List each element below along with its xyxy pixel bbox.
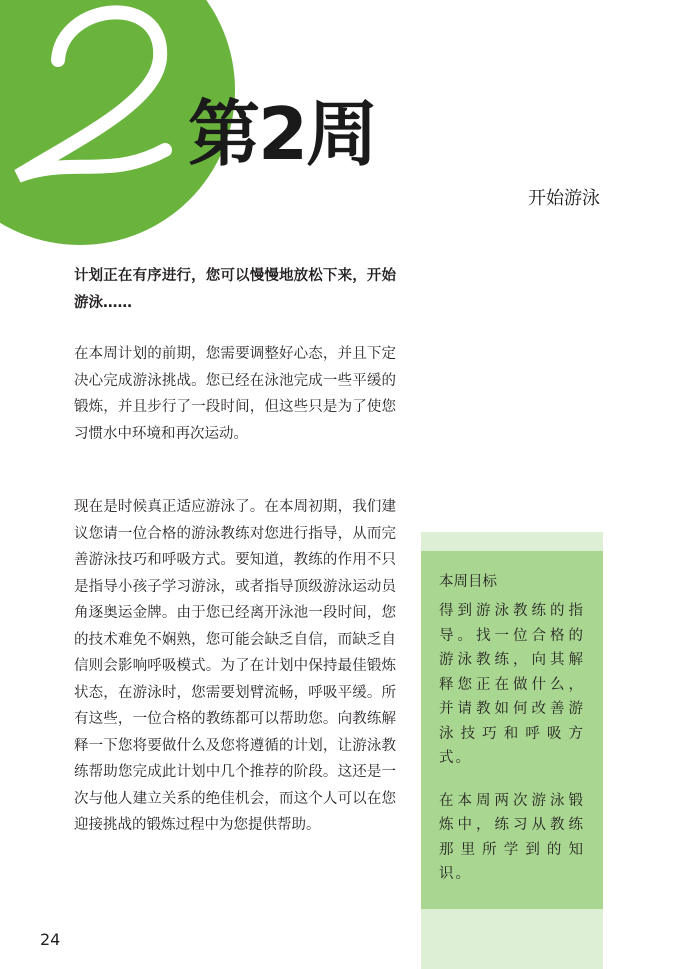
intro-text: 计划正在有序进行，您可以慢慢地放松下来，开始游泳……	[74, 268, 396, 311]
chapter-subtitle: 开始游泳	[528, 188, 600, 209]
sidebar-top-band	[421, 532, 603, 551]
page-number: 24	[40, 930, 61, 949]
sidebar-bottom-band	[421, 909, 603, 969]
chapter-title: 第2周	[188, 92, 377, 176]
body-paragraph: 现在是时候真正适应游泳了。在本周初期，我们建议您请一位合格的游泳教练对您进行指导，从而完善游泳技巧和呼吸方式。要知道，教练的作用不只是指导小孩子学习游泳，或者指导顶级游泳运动员角逐奥运金牌。由于您已经离开泳池一段时间，您的技术难免不娴熟，您可能会缺乏自信，而缺乏自信则会影响呼吸模式。为了在计划中保持最佳锻炼状态，在游泳时，您需要划臂流畅，呼吸平缓。所有这些，一位合格的教练都可以帮助您。向教练解释一下您将要做什么及您将遵循的计划，让游泳教练帮助您完成此计划中几个推荐的阶段。这还是一次与他人建立关系的绝佳机会，而这个人可以在您迎接挑战的锻炼过程中为您提供帮助。	[74, 499, 396, 833]
body-paragraph-1-block	[74, 341, 396, 447]
weekly-goals-sidebar	[421, 551, 603, 909]
sidebar-goal: 在本周两次游泳锻炼中，练习从教练那里所学到的知识。	[439, 792, 585, 882]
body-paragraph-2-block	[74, 494, 396, 839]
body-paragraph: 在本周计划的前期，您需要调整好心态，并且下定决心完成游泳挑战。您已经在泳池完成一些平缓的锻炼，并且步行了一段时间，但这些只是为了使您习惯水中环境和再次运动。	[74, 346, 396, 442]
intro-block	[74, 263, 396, 317]
sidebar-goal: 得到游泳教练的指导。找一位合格的游泳教练，向其解释您正在做什么，并请教如何改善游泳技巧和呼吸方式。	[439, 603, 585, 766]
sidebar-heading: 本周目标	[439, 574, 497, 590]
